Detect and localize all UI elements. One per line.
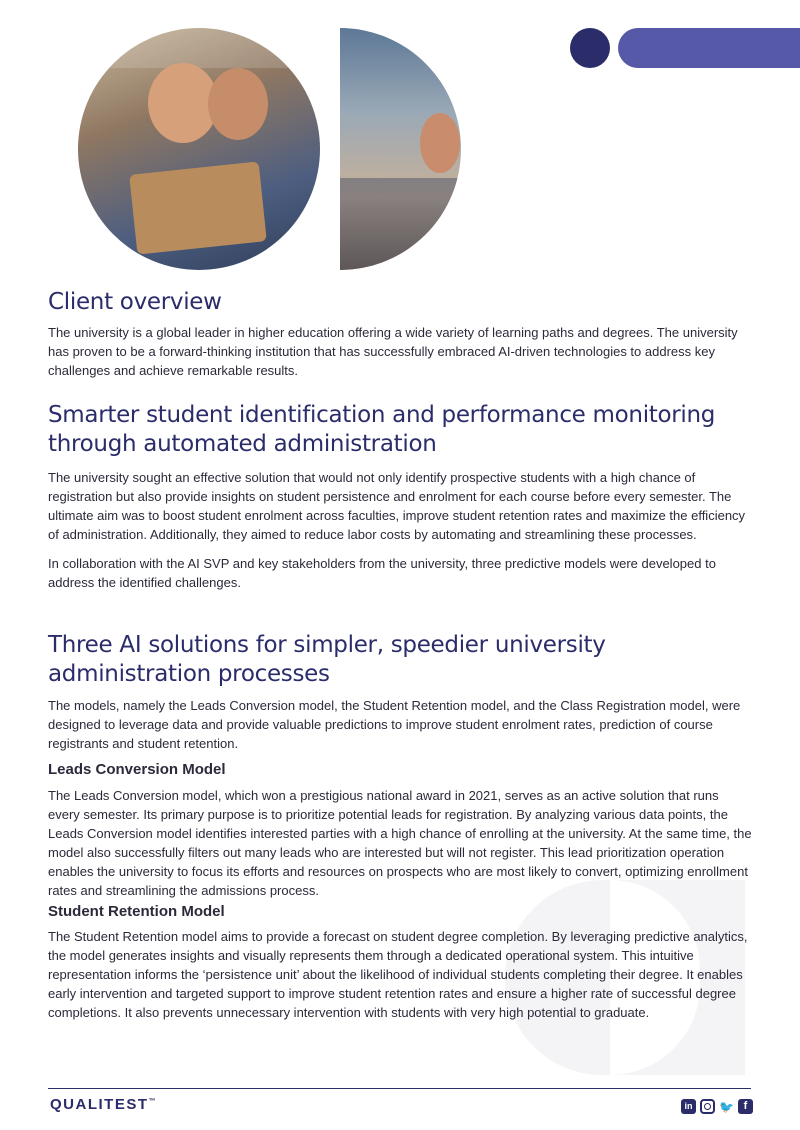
instagram-lens — [704, 1103, 711, 1110]
smarter-identification-section — [48, 401, 753, 592]
student-retention-heading: Student Retention Model — [48, 903, 225, 920]
smarter-identification-paragraph-2: In collaboration with the AI SVP and key stakeholders from the university, three predictive models were developed to address the identified challenges. — [48, 556, 716, 590]
three-solutions-heading: Three AI solutions for simpler, speedier university administration processes — [48, 632, 606, 687]
leads-conversion-body: The Leads Conversion model, which won a prestigious national award in 2021, serves as an active solution that runs every semester. Its primary purpose is to prioritize potential leads for registration. By analyzing various data points, the Leads Conversion model identifies interested parties with a high chance of enrolling at the university. At the same time, the model also successfully filters out many leads who are interested but will not register. This lead prioritization operation enables the university to focus its efforts and resources on prospects who are most likely to convert, optimizing enrollment rates and streamlining the admissions process. — [48, 788, 752, 898]
photo-person-man — [208, 68, 268, 140]
three-solutions-intro: The models, namely the Leads Conversion model, the Student Retention model, and the Class Registration model, were designed to leverage data and provide valuable predictions to improve student enrolment rates, prediction of course registrants and student retention. — [48, 698, 741, 751]
client-overview-section — [48, 288, 753, 380]
facebook-glyph: f — [743, 1100, 748, 1112]
instagram-icon[interactable] — [700, 1099, 715, 1114]
facebook-icon[interactable] — [738, 1099, 753, 1114]
leads-conversion-heading: Leads Conversion Model — [48, 761, 226, 778]
student-retention-body: The Student Retention model aims to provide a forecast on student degree completion. By leveraging predictive analytics, the model generates insights and visually represents them through a dedicated operational system. This intuitive representation informs the ‘persistence unit’ about the likelihood of individual students completing their degree. It enables early intervention and targeted support to improve student retention rates and ensure a higher rate of successful degree completions. It also prevents unnecessary intervention with students with very high potential to graduate. — [48, 929, 748, 1020]
social-links — [681, 1099, 753, 1115]
photo-desk — [340, 178, 461, 270]
smarter-identification-heading: Smarter student identification and performance monitoring through automated administration — [48, 402, 716, 457]
twitter-icon[interactable] — [719, 1099, 734, 1114]
photo-person-reading — [420, 113, 460, 173]
trademark-mark: ™ — [148, 1098, 156, 1105]
library-photo — [340, 28, 461, 270]
qualitest-logo[interactable] — [50, 1096, 156, 1113]
linkedin-icon[interactable] — [681, 1099, 696, 1114]
students-photo — [78, 28, 320, 270]
client-overview-heading: Client overview — [48, 289, 222, 315]
brand-name: QUALITEST — [50, 1096, 149, 1113]
client-overview-body: The university is a global leader in higher education offering a wide variety of learning paths and degrees. The university has proven to be a forward-thinking institution that has successfully embraced AI-driven technologies to address key challenges and achieve remarkable results. — [48, 325, 738, 378]
footer-divider — [48, 1088, 751, 1089]
twitter-glyph: 🐦 — [719, 1099, 734, 1114]
smarter-identification-paragraph-1: The university sought an effective solution that would not only identify prospective students with a high chance of registration but also provide insights on student persistence and enrolment for each course before every semester. The ultimate aim was to boost student enrolment across faculties, improve student retention rates and maximize the efficiency of administration. Additionally, they aimed to reduce labor costs by automating and streamlining these processes. — [48, 470, 746, 542]
decor-pill — [618, 28, 800, 68]
linkedin-glyph: in — [684, 1101, 693, 1111]
decor-circle — [570, 28, 610, 68]
photo-bookshelf — [78, 28, 320, 68]
three-solutions-section — [48, 631, 753, 1022]
photo-tablet — [129, 161, 267, 254]
